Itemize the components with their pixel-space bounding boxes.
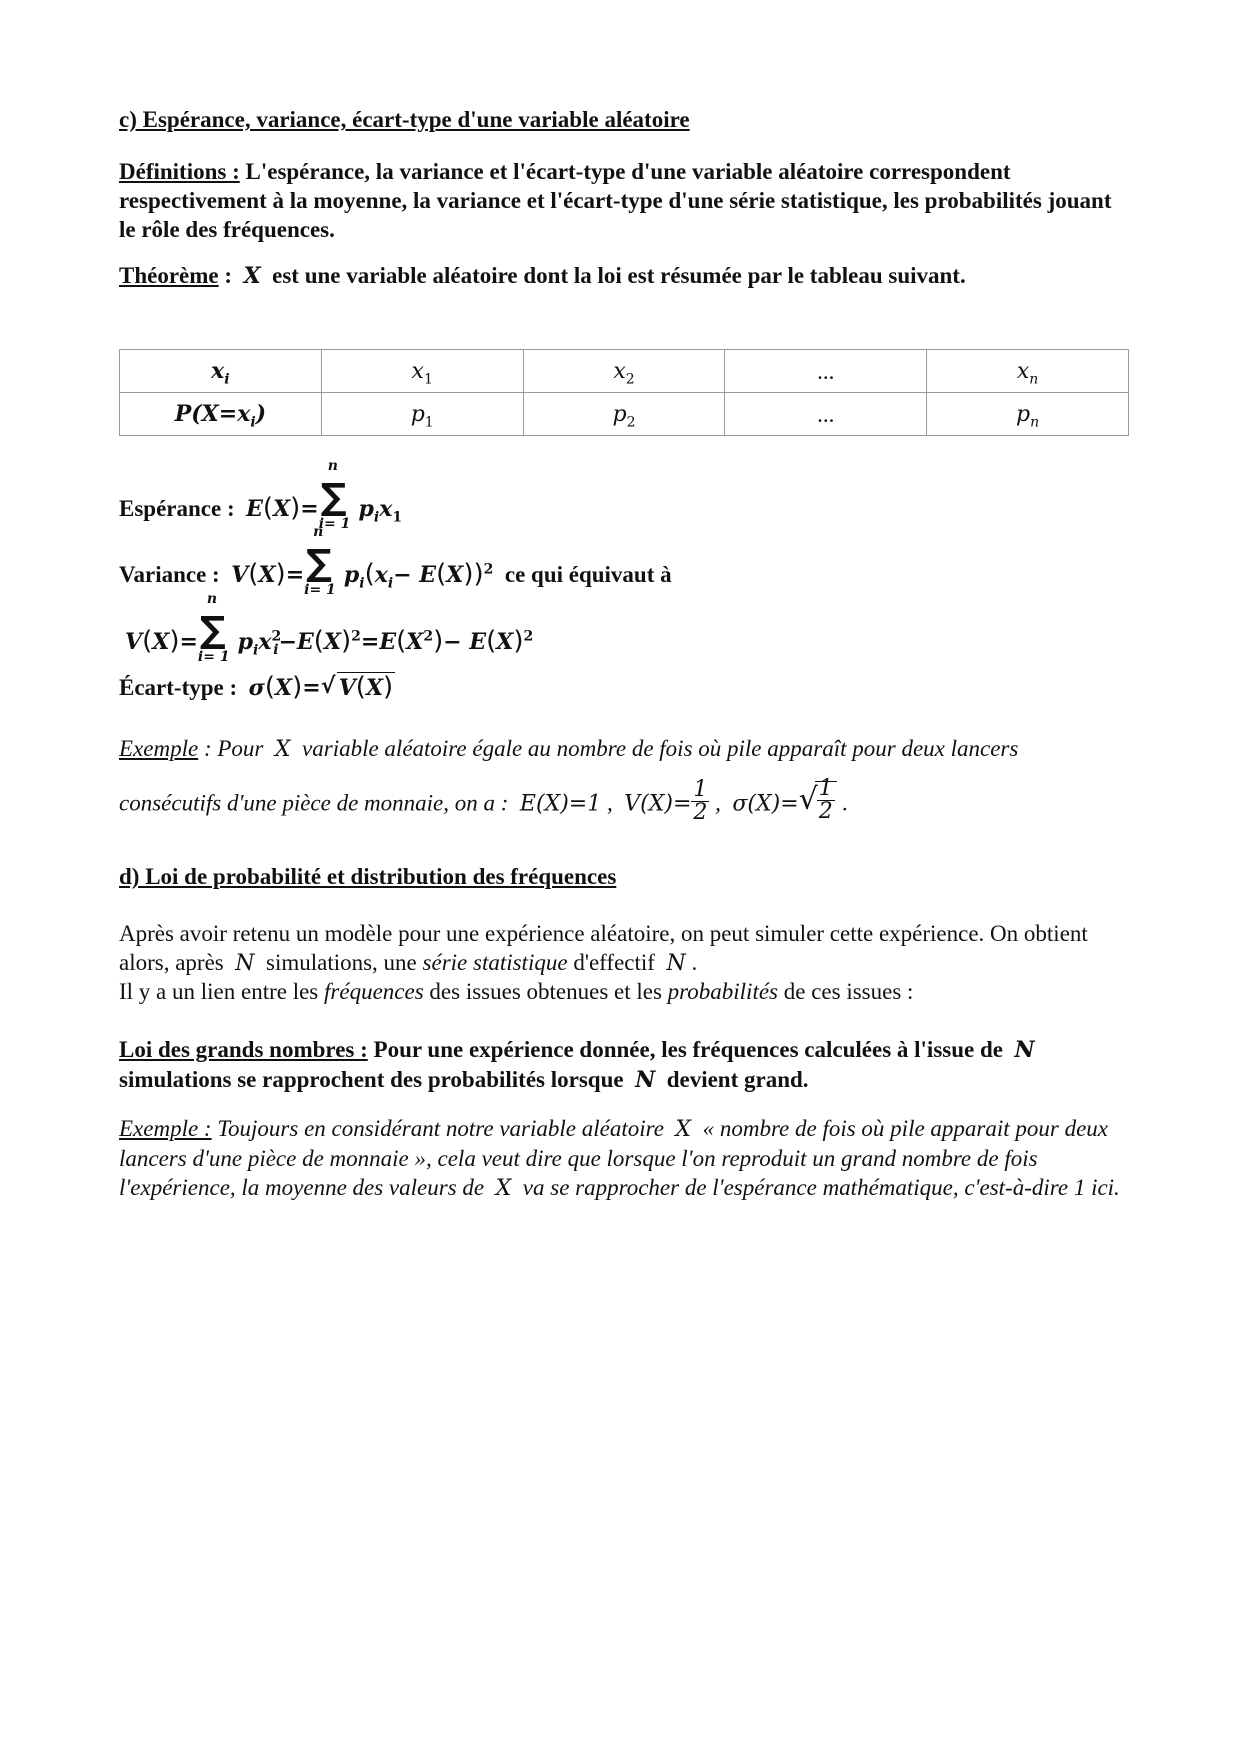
variance-alt-formula: V(X)= ∑ n i= 1 $p_ix^2_i-E(X)^2=E(X^2)- E(X)^2$ — [125, 591, 534, 665]
exemple-2: Exemple : Toujours en considérant notre variable aléatoire X « nombre de fois où pile apparait pour deux lancers d'une pièce de monnaie », cela veut dire que lorsque l'on reproduit un grand nombre de fois l'expérience, la moyenne des valeurs de X va se rapprocher de l'espérance mathématique, c'est-à-dire 1 ici. — [119, 1116, 1120, 1201]
exemple-2-label: Exemple : — [119, 1116, 212, 1141]
probability-law-table — [119, 349, 1129, 436]
variance-formula: Variance : V(X)= ∑ n i= 1 $p_i(x_i- E(X))^2$ ce qui équivaut à — [119, 524, 672, 598]
theorem-colon: : — [224, 263, 233, 288]
table-cell: $p_2$ — [523, 393, 725, 436]
table-cell: $p_1$ — [321, 393, 523, 436]
exemple-1-label: Exemple — [119, 736, 199, 761]
law-of-large-numbers: Loi des grands nombres : Pour une expérience donnée, les fréquences calculées à l'issue de N simulations se rapprochent des probabilités lorsque N devient grand. — [119, 1037, 1035, 1093]
table-header-xi: $x_i$ — [120, 350, 322, 393]
table-cell: ... — [725, 350, 927, 393]
section-d-paragraph-2: Il y a un lien entre les fréquences des issues obtenues et les probabilités de ces issues : — [119, 979, 914, 1004]
sum-symbol: ∑ n i= 1 — [318, 458, 351, 532]
esperance-formula: Espérance : E(X)= ∑ n i= 1 $p_ix_1$ — [119, 458, 403, 532]
section-d-title: d) Loi de probabilité et distribution des fréquences — [119, 864, 617, 889]
esperance-label: Espérance : — [119, 496, 235, 521]
ecart-type-formula: Écart-type : σ(X)= √ V(X) — [119, 672, 394, 702]
table-cell: $x_n$ — [927, 350, 1129, 393]
definition-text: L'espérance, la variance et l'écart-type d'une variable aléatoire correspondent respectivement à la moyenne, la variance et l'écart-type d'une série statistique, les probabilités jouant le rôle des fréquences. — [119, 159, 1112, 242]
definition-paragraph — [119, 157, 1129, 244]
section-c-title: c) Espérance, variance, écart-type d'une variable aléatoire — [119, 107, 690, 132]
section-d-paragraph-1: Après avoir retenu un modèle pour une expérience aléatoire, on peut simuler cette expérience. On obtient alors, après N simulations, une série statistique d'effectif N . — [119, 921, 1088, 976]
exemple-1-line-2: consécutifs d'une pièce de monnaie, on a : E(X)=1 , V(X)= $\frac{1}{2}$ , σ(X)= √ $\frac{1}{2}$ . — [119, 781, 1129, 828]
theorem-label: Théorème — [119, 263, 219, 288]
variance-label: Variance : — [119, 562, 220, 587]
sum-symbol: ∑ n i= 1 — [197, 591, 230, 665]
definition-label: Définitions : — [119, 159, 240, 184]
table-cell: $x_2$ — [523, 350, 725, 393]
theorem-text: est une variable aléatoire dont la loi est résumée par le tableau suivant. — [272, 263, 966, 288]
theorem-variable: X — [243, 263, 261, 289]
table-header-pxi: $P(X=x_i)$ — [120, 393, 322, 436]
exemple-1: Exemple : Pour X variable aléatoire égale au nombre de fois où pile apparaît pour deux lancers — [119, 736, 1019, 762]
table-cell: ... — [725, 393, 927, 436]
ecart-type-label: Écart-type : — [119, 675, 238, 700]
variance-suffix: ce qui équivaut à — [504, 562, 672, 587]
table-row-values — [120, 350, 1129, 393]
sum-symbol: ∑ n i= 1 — [304, 524, 336, 598]
fraction-one-half: $\frac{1}{2}$ — [693, 776, 708, 825]
sqrt-one-half: √ $\frac{1}{2}$ — [799, 781, 837, 827]
law-label: Loi des grands nombres : — [119, 1037, 368, 1062]
table-row-probabilities — [120, 393, 1129, 436]
table-cell: $p_n$ — [927, 393, 1129, 436]
table-cell: $x_1$ — [321, 350, 523, 393]
theorem-paragraph — [119, 261, 1129, 291]
